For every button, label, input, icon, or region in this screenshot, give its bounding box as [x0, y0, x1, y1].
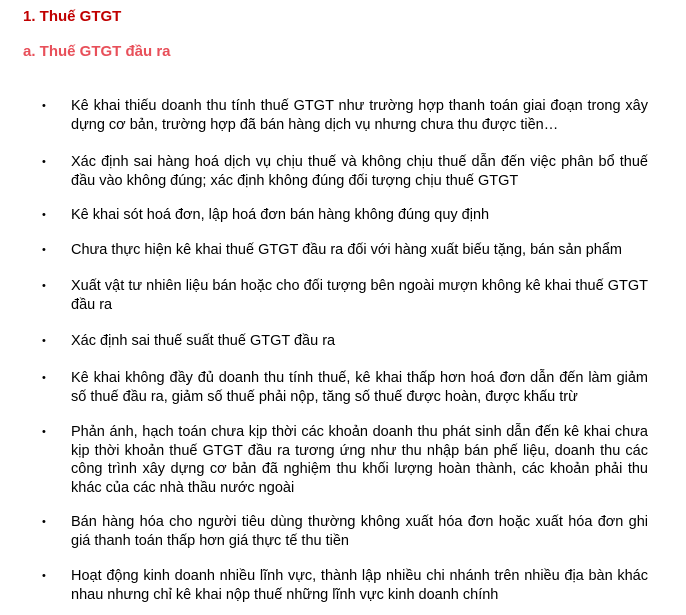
- bullet-icon: •: [42, 372, 46, 384]
- list-item-text: Phản ánh, hạch toán chưa kịp thời các khoản doanh thu phát sinh dẫn đến kê khai chưa kịp thời khoản thuế GTGT đầu ra tương ứng như thu nhập bán phế liệu, doanh thu các công trình xây dựng cơ bản đã nghiệm thu khối lượng hoàn thành, các khoản phải thu khác của các nhà thầu nước ngoài: [71, 424, 648, 496]
- list-item-text: Kê khai thiếu doanh thu tính thuế GTGT như trường hợp thanh toán giai đoạn trong xây dựng cơ bản, trường hợp đã bán hàng dịch vụ nhưng chưa thu được tiền…: [71, 98, 648, 133]
- list-item-text: Xác định sai thuế suất thuế GTGT đầu ra: [71, 333, 336, 349]
- bullet-icon: •: [42, 516, 46, 528]
- list-item: [42, 567, 648, 604]
- list-item: [42, 206, 648, 225]
- bullet-icon: •: [42, 244, 46, 256]
- list-item: [42, 513, 648, 550]
- list-item: [42, 423, 648, 497]
- subsection-heading: a. Thuế GTGT đầu ra: [23, 43, 171, 60]
- list-item: [42, 153, 648, 190]
- bullet-icon: •: [42, 156, 46, 168]
- list-item: [42, 241, 648, 260]
- list-item-text: Chưa thực hiện kê khai thuế GTGT đầu ra đối với hàng xuất biếu tặng, bán sản phẩm: [71, 242, 622, 258]
- list-item: [42, 369, 648, 406]
- bullet-icon: •: [42, 280, 46, 292]
- bullet-icon: •: [42, 335, 46, 347]
- section-heading: 1. Thuế GTGT: [23, 8, 122, 25]
- list-item: [42, 97, 648, 134]
- list-item: [42, 332, 648, 351]
- list-item-text: Xuất vật tư nhiên liệu bán hoặc cho đối tượng bên ngoài mượn không kê khai thuế GTGT đầu ra: [71, 278, 648, 313]
- list-item-text: Kê khai không đầy đủ doanh thu tính thuế, kê khai thấp hơn hoá đơn dẫn đến làm giảm số thuế đầu ra, giảm số thuế phải nộp, tăng số thuế được hoàn, được khấu trừ: [71, 370, 648, 405]
- list-item-text: Hoạt động kinh doanh nhiều lĩnh vực, thành lập nhiều chi nhánh trên nhiều địa bàn khác nhau nhưng chỉ kê khai nộp thuế những lĩnh vực kinh doanh chính: [71, 568, 648, 603]
- bullet-icon: •: [42, 426, 46, 438]
- list-item-text: Kê khai sót hoá đơn, lập hoá đơn bán hàng không đúng quy định: [71, 207, 490, 223]
- bullet-icon: •: [42, 570, 46, 582]
- bullet-icon: •: [42, 100, 46, 112]
- list-item: [42, 277, 648, 314]
- list-item-text: Xác định sai hàng hoá dịch vụ chịu thuế và không chịu thuế dẫn đến việc phân bổ thuế đầu vào không đúng; xác định không đúng đối tượng chịu thuế GTGT: [71, 154, 648, 189]
- list-item-text: Bán hàng hóa cho người tiêu dùng thường không xuất hóa đơn hoặc xuất hóa đơn ghi giá thanh toán thấp hơn giá thực tế thu tiền: [71, 514, 648, 549]
- bullet-icon: •: [42, 209, 46, 221]
